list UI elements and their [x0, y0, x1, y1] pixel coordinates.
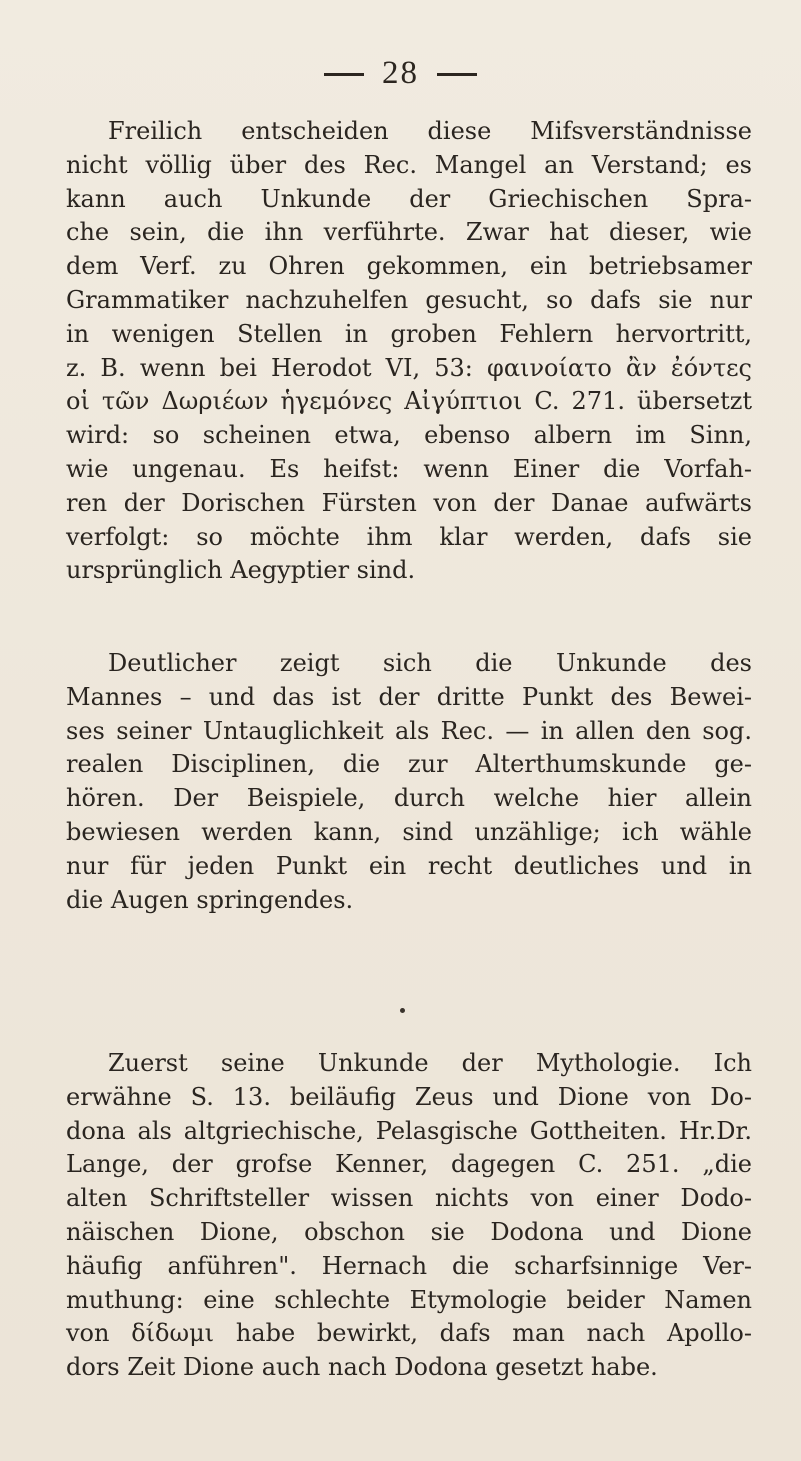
text-line: wird: so scheinen etwa, ebenso albern im Sinn, [66, 421, 752, 450]
text-line: ursprünglich Aegyptier sind. [66, 556, 416, 585]
text-line: Freilich entscheiden diese Mifsverständnisse [108, 117, 752, 145]
text-line: die Augen springendes. [66, 885, 354, 914]
text-line: kann auch Unkunde der Griechischen Spra- [66, 184, 752, 213]
text-line: z. B. wenn bei Herodot VI, 53: φαινοίατο ἂν ἐόντες [66, 353, 752, 382]
text-line: dem Verf. zu Ohren gekommen, ein betriebsamer [66, 252, 752, 281]
text-line: nicht völlig über des Rec. Mangel an Verstand; es [66, 150, 752, 179]
text-line: dona als altgriechische, Pelasgische Gottheiten. Hr.Dr. [66, 1116, 752, 1145]
ink-spot [400, 1008, 405, 1013]
text-line: Lange, der grofse Kenner, dagegen C. 251. „die [66, 1150, 752, 1179]
text-line: nur für jeden Punkt ein recht deutliches und in [66, 851, 752, 880]
paragraph-2 [66, 647, 752, 917]
text-line: häufig anführen". Hernach die scharfsinnige Ver- [66, 1251, 752, 1280]
text-line: von δίδωμι habe bewirkt, dafs man nach Apollo- [66, 1319, 752, 1348]
text-line: Deutlicher zeigt sich die Unkunde des [108, 649, 752, 677]
paragraph-3 [66, 1047, 752, 1385]
text-line: muthung: eine schlechte Etymologie beider Namen [66, 1285, 752, 1314]
text-line: realen Disciplinen, die zur Alterthumskunde ge- [66, 750, 752, 779]
text-line: alten Schriftsteller wissen nichts von einer Dodo- [66, 1184, 752, 1213]
text-line: Zuerst seine Unkunde der Mythologie. Ich [108, 1049, 752, 1077]
text-line: hören. Der Beispiele, durch welche hier allein [66, 784, 752, 813]
text-line: οἱ τῶν Δωριέων ἡγεμόνες Αἰγύπτιοι C. 271. übersetzt [66, 387, 752, 416]
text-line: Grammatiker nachzuhelfen gesucht, so dafs sie nur [66, 285, 752, 314]
text-line: verfolgt: so möchte ihm klar werden, dafs sie [66, 522, 752, 551]
text-line: in wenigen Stellen in groben Fehlern hervortritt, [66, 319, 752, 348]
page-number [0, 52, 801, 92]
text-line: Mannes – und das ist der dritte Punkt des Bewei- [66, 682, 752, 711]
left-dash [324, 73, 364, 76]
text-line: ses seiner Untauglichkeit als Rec. — in allen den sog. [66, 716, 752, 745]
paragraph-1 [66, 115, 752, 588]
right-dash [437, 73, 477, 76]
text-line: wie ungenau. Es heifst: wenn Einer die Vorfah- [66, 454, 752, 483]
text-line: näischen Dione, obschon sie Dodona und Dione [66, 1217, 752, 1246]
text-line: erwähne S. 13. beiläufig Zeus und Dione von Do- [66, 1082, 752, 1111]
page-number-value: 28 [382, 55, 419, 91]
text-line: ren der Dorischen Fürsten von der Danae aufwärts [66, 488, 752, 517]
text-line: bewiesen werden kann, sind unzählige; ich wähle [66, 817, 752, 846]
text-line: che sein, die ihn verführte. Zwar hat dieser, wie [66, 218, 752, 247]
text-line: dors Zeit Dione auch nach Dodona gesetzt habe. [66, 1353, 658, 1382]
